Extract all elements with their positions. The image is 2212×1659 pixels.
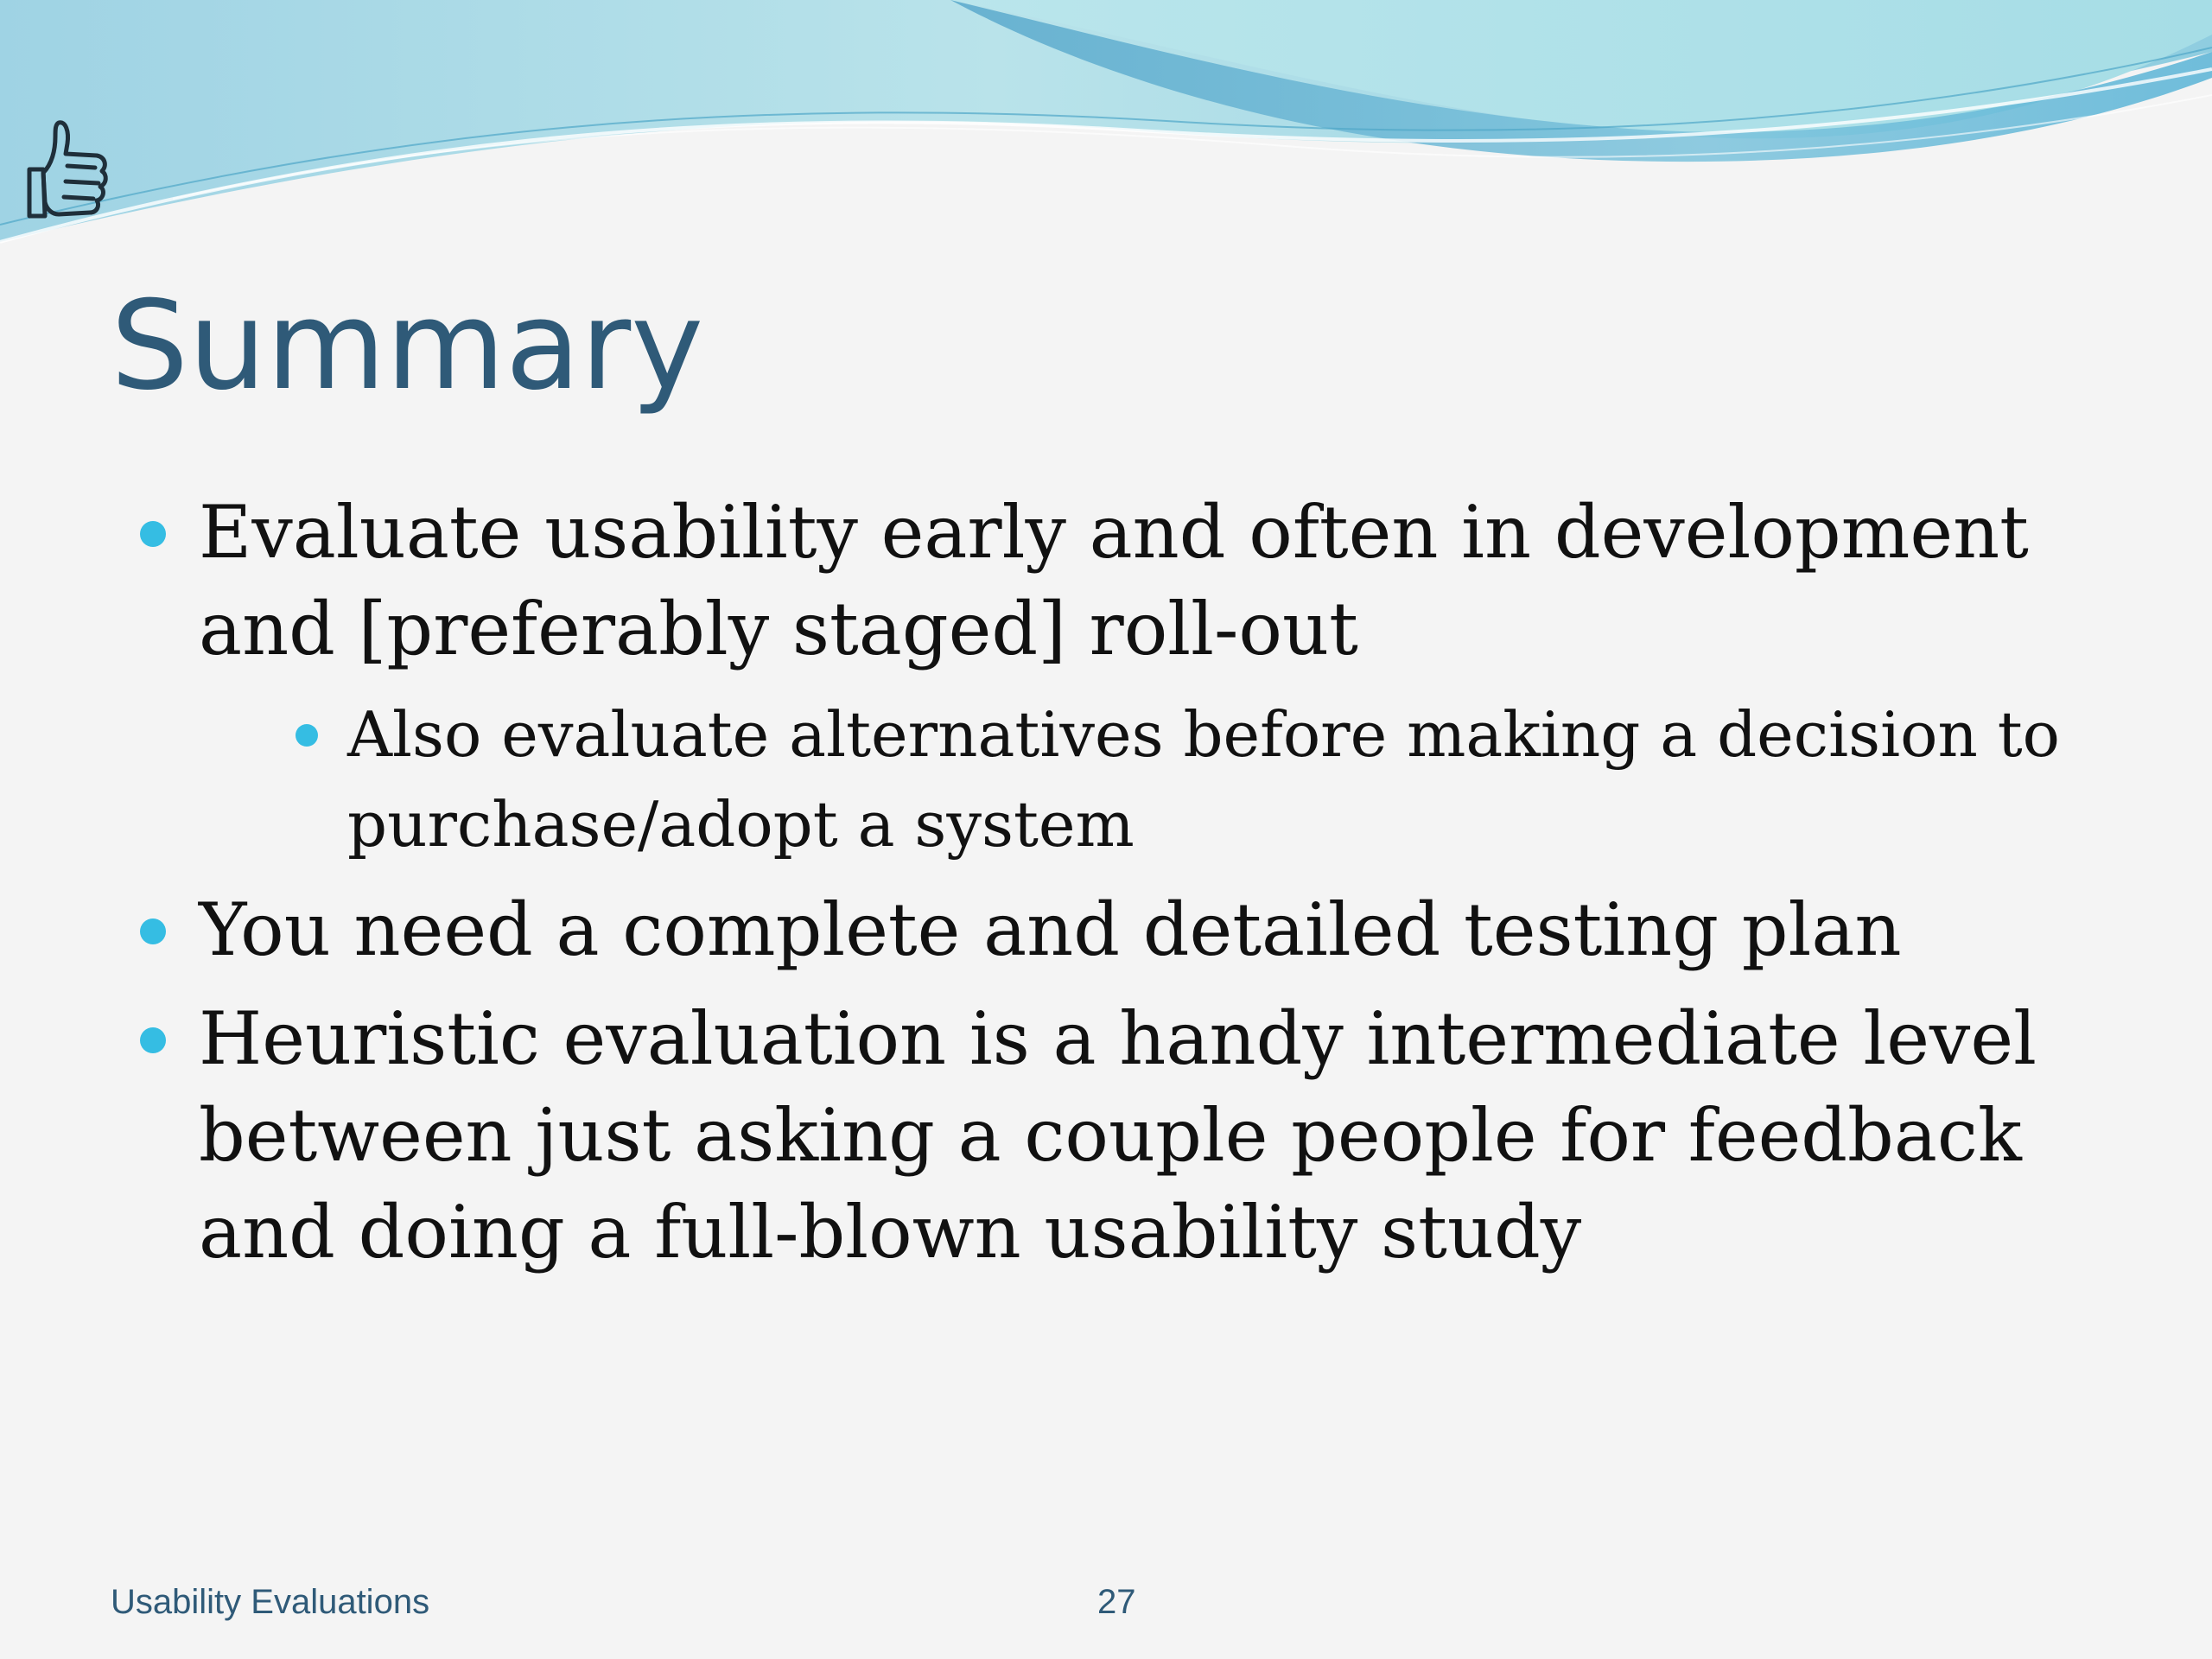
bullet-item bbox=[138, 881, 2091, 978]
bullet-text: You need a complete and detailed testing plan bbox=[199, 887, 1902, 972]
bullet-dot-icon bbox=[140, 521, 166, 547]
header-wave-decoration bbox=[0, 0, 2212, 259]
bullet-item bbox=[138, 484, 2091, 869]
footer-title: Usability Evaluations bbox=[111, 1583, 430, 1621]
sub-bullet-text: Also evaluate alternatives before making a decision to purchase/adopt a system bbox=[347, 698, 2061, 861]
bullet-list bbox=[138, 484, 2091, 1293]
bullet-dot-icon bbox=[296, 724, 318, 747]
bullet-text: Evaluate usability early and often in development and [preferably staged] roll-out bbox=[199, 490, 2029, 671]
bullet-dot-icon bbox=[140, 1027, 166, 1053]
slide-title: Summary bbox=[111, 275, 704, 417]
bullet-item bbox=[138, 990, 2091, 1281]
thumbs-up-icon bbox=[17, 112, 121, 233]
sub-bullet-item bbox=[199, 690, 2091, 869]
page-number: 27 bbox=[1097, 1583, 1136, 1621]
bullet-text: Heuristic evaluation is a handy intermediate level between just asking a couple people for feedback and doing a full-blown usability study bbox=[199, 996, 2037, 1274]
sub-bullet-list bbox=[199, 690, 2091, 869]
bullet-dot-icon bbox=[140, 918, 166, 944]
